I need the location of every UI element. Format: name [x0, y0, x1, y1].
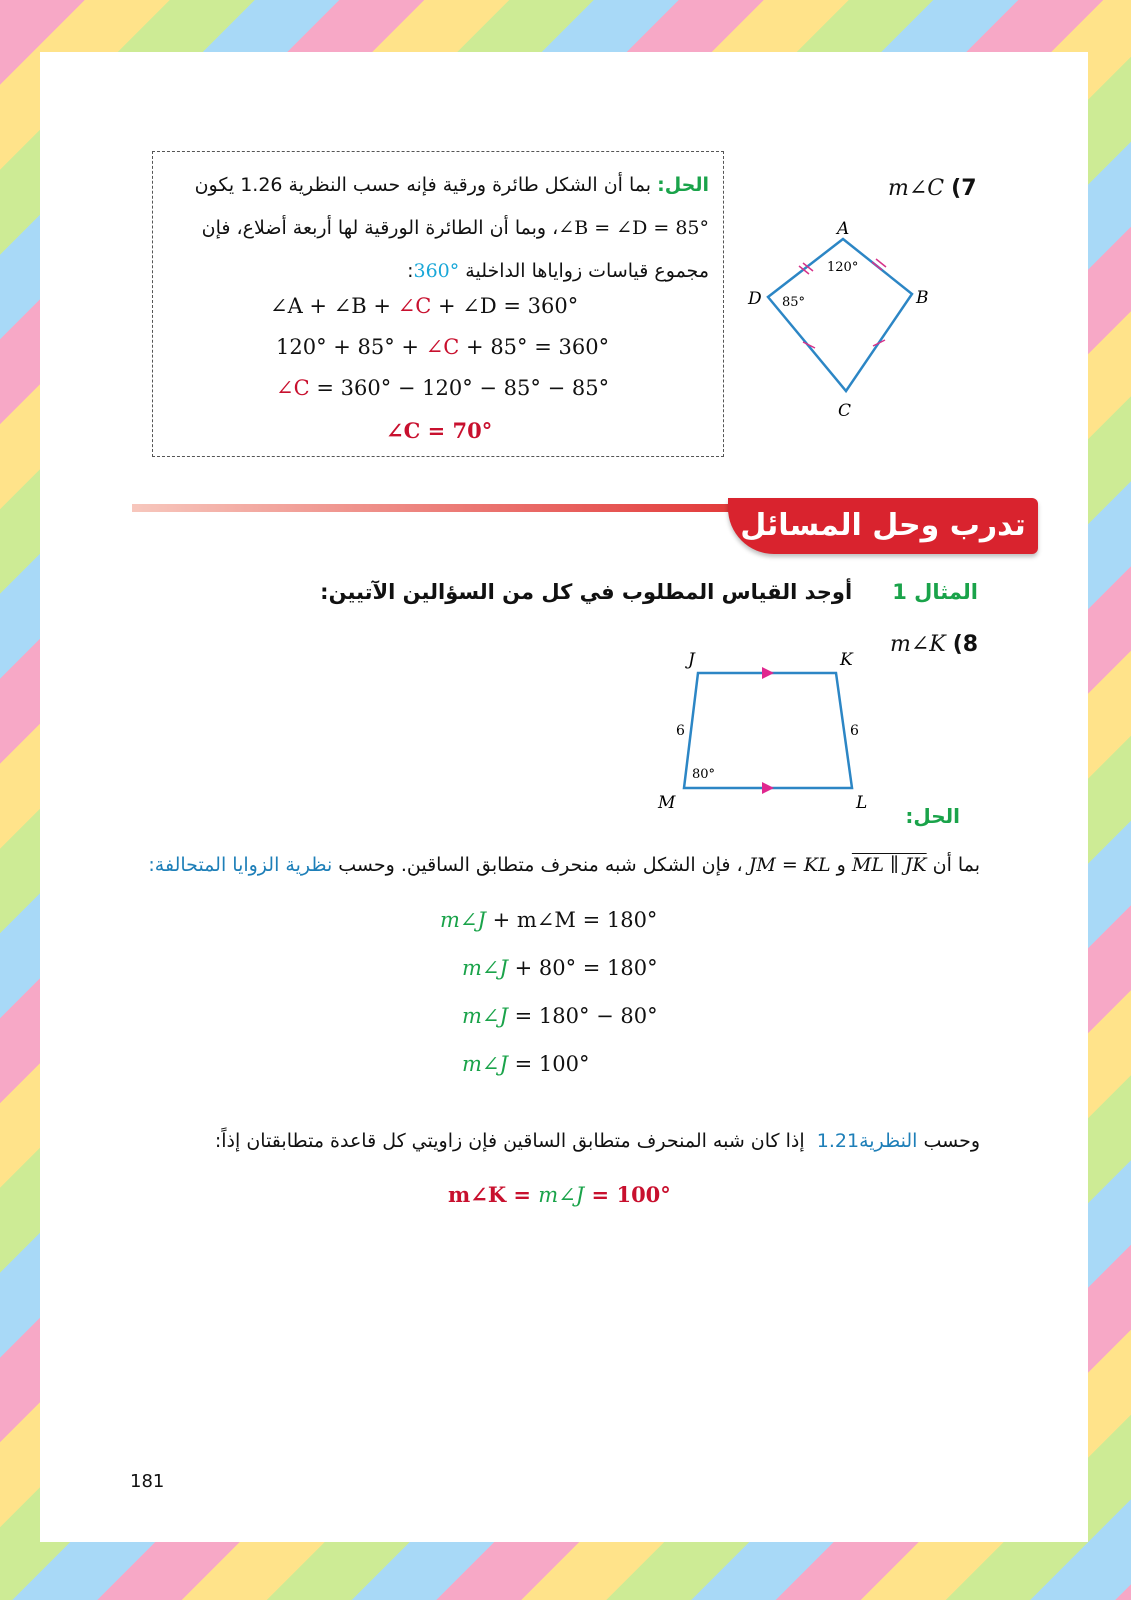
solution-7-text-2: ، وبما أن الطائرة الورقية لها أربعة أضلاع، فإن: [201, 217, 559, 239]
solution-8-eq-1: [440, 908, 657, 932]
eq-part: + m∠M = 180°: [485, 908, 658, 932]
kite-label-b: B: [916, 288, 929, 308]
eq-part-highlight: m∠J: [440, 908, 486, 932]
eq-part-highlight: m∠J: [462, 956, 508, 980]
q7-expression: m∠C: [888, 176, 945, 201]
example-text: أوجد القياس المطلوب في كل من السؤالين الآتيين:: [320, 580, 853, 604]
eq-part: + ∠D = 360°: [431, 294, 579, 318]
s8-text: ، فإن الشكل شبه منحرف متطابق الساقين. وحسب: [332, 854, 749, 876]
final-part: = 100°: [584, 1182, 671, 1207]
trap-side-right: 6: [850, 723, 859, 739]
s8-text: وحسب: [917, 1130, 980, 1152]
solution-7-line-3: [167, 250, 709, 293]
trap-label-l: L: [856, 793, 868, 813]
banner-title: تدرب وحل المسائل: [728, 498, 1038, 554]
section-banner: [132, 498, 1038, 558]
s8-parallel-math: ML ∥ JK: [851, 854, 927, 876]
solution-8-title-text: الحل:: [905, 804, 960, 828]
s8-theorem-word: النظرية: [859, 1130, 918, 1152]
s8-theorem-number: 1.21: [810, 1130, 860, 1152]
trap-label-k: K: [840, 650, 853, 670]
final-part: m∠K =: [448, 1182, 539, 1207]
parallel-arrow-bottom: [762, 782, 774, 794]
solution-8-eq-2: [462, 956, 658, 980]
solution-7-sum-360: 360°: [413, 260, 460, 282]
s8-text: بما أن: [926, 854, 980, 876]
kite-label-a: A: [837, 219, 850, 239]
solution-7-text-3: مجموع قياسات زواياها الداخلية: [459, 260, 709, 282]
eq-part: + 85° = 360°: [459, 335, 610, 359]
kite-label-d: D: [748, 289, 762, 309]
kite-angle-d: 85°: [782, 295, 806, 310]
solution-7-eq-2: [276, 335, 609, 359]
solution-8-line-1: [148, 854, 980, 876]
solution-8-final: [448, 1182, 671, 1207]
solution-7-text-1: بما أن الشكل طائرة ورقية فإنه حسب النظرية 1.26 يكون: [194, 174, 652, 196]
trap-side-left: 6: [676, 723, 685, 739]
solution-7-angles-equal: ∠B = ∠D = 85°: [558, 217, 709, 239]
q8-number: (8: [952, 632, 979, 657]
eq-part: = 360° − 120° − 85° − 85°: [309, 376, 610, 400]
q8-expression: m∠K: [890, 632, 946, 657]
eq-part: = 180° − 80°: [507, 1004, 658, 1028]
s8-equal-math: JM = KL: [748, 854, 831, 876]
solution-8-line-2: [215, 1130, 980, 1152]
q7-number: (7: [951, 176, 977, 201]
solution-7-colon: :: [407, 260, 414, 282]
solution-7-title: الحل:: [657, 174, 709, 196]
solution-7-eq-1: [270, 294, 578, 318]
solution-7-line-2: [167, 207, 709, 250]
kite-label-c: C: [838, 401, 852, 421]
eq-answer: ∠C = 70°: [386, 418, 493, 443]
banner-bar: [132, 504, 732, 512]
eq-part: ∠A + ∠B +: [270, 294, 398, 318]
eq-part-highlight: m∠J: [462, 1052, 508, 1076]
eq-part: 120° + 85° +: [276, 335, 426, 359]
example-title: المثال 1: [892, 580, 978, 604]
trap-label-m: M: [658, 793, 676, 813]
page-sheet: [40, 52, 1088, 1542]
question-7-label: [888, 176, 977, 201]
eq-part-highlight: ∠C: [425, 335, 460, 359]
solution-8-title: [905, 804, 960, 828]
page-number: 181: [130, 1471, 165, 1492]
example-heading: [320, 580, 978, 604]
kite-figure: [740, 218, 940, 438]
trap-label-j: J: [688, 650, 695, 670]
trap-angle-m: 80°: [692, 767, 716, 782]
solution-7-eq-4: [386, 418, 492, 443]
solution-8-eq-4: [462, 1052, 589, 1076]
s8-theorem-name: نظرية الزوايا المتحالفة:: [148, 854, 333, 876]
solution-8-eq-3: [462, 1004, 658, 1028]
solution-7-line-1: [167, 164, 709, 207]
eq-part-highlight: ∠C: [276, 376, 310, 400]
eq-part: + 80° = 180°: [507, 956, 658, 980]
kite-angle-a: 120°: [827, 260, 859, 275]
eq-part-highlight: ∠C: [397, 294, 432, 318]
s8-text: إذا كان شبه المنحرف متطابق الساقين فإن زاويتي كل قاعدة متطابقتان إذاً:: [214, 1130, 811, 1152]
parallel-arrow-top: [762, 667, 774, 679]
s8-text: و: [830, 854, 852, 876]
solution-7-eq-3: [276, 376, 609, 400]
trapezoid-figure: [648, 648, 888, 828]
question-8-label: [890, 632, 978, 657]
eq-part: = 100°: [507, 1052, 590, 1076]
final-part-mj: m∠J: [538, 1183, 585, 1207]
eq-part-highlight: m∠J: [462, 1004, 508, 1028]
